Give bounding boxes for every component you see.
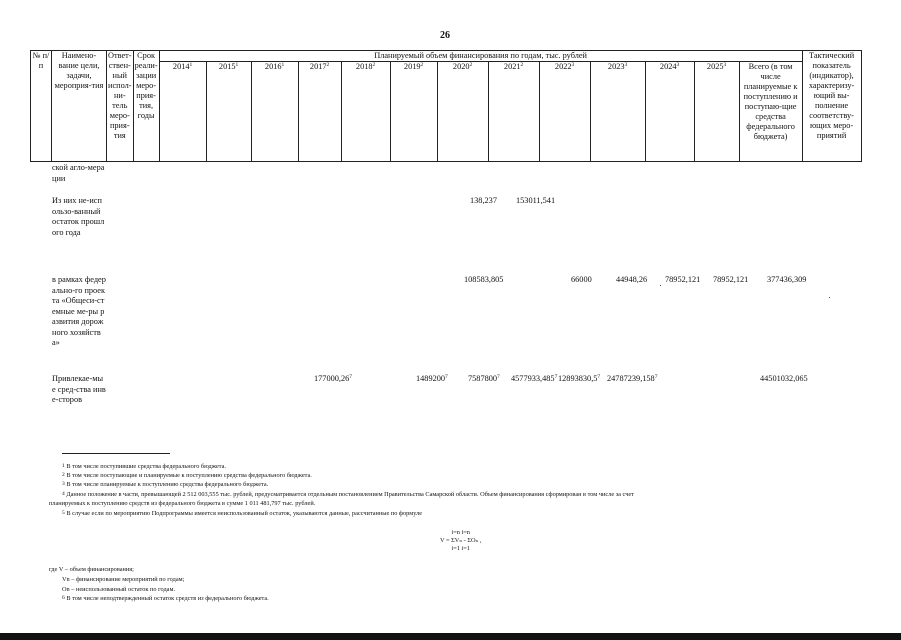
year-2022: 2022$^3$ bbox=[539, 62, 590, 162]
cell-r2-2022: 66000 bbox=[571, 275, 592, 284]
col-number: № п/п bbox=[31, 51, 52, 162]
cell-r3-2017: 177000,26$^7$ bbox=[314, 374, 353, 383]
year-2021: 2021$^2$ bbox=[488, 62, 539, 162]
year-2015: 2015$^1$ bbox=[206, 62, 251, 162]
col-responsible: Ответ-ствен-ный испол-ни-тель меро-прия-тия bbox=[107, 51, 134, 162]
page-number: 26 bbox=[440, 30, 450, 41]
cell-r1-2020: 138,237 bbox=[470, 196, 497, 205]
cell-r2-total: 377436,309 bbox=[767, 275, 807, 284]
year-2017: 2017$^2$ bbox=[298, 62, 341, 162]
scan-speck bbox=[829, 297, 830, 298]
legend-v: где V – объем финансирования; bbox=[49, 566, 134, 573]
cell-r2-2025: 78952,121 bbox=[713, 275, 749, 284]
year-2014: 2014$^1$ bbox=[159, 62, 206, 162]
cell-r1-2021: 153011,541 bbox=[516, 196, 556, 205]
cell-r3-2022: 12893830,5$^7$ bbox=[558, 374, 601, 383]
footnote-1: $^1$ В том числе поступившие средства федерального бюджета. bbox=[62, 463, 226, 470]
cell-r2-2024: 78952,121 bbox=[665, 275, 701, 284]
cell-r3-2019: 1489200$^7$ bbox=[416, 374, 448, 383]
year-2019: 2019$^2$ bbox=[390, 62, 437, 162]
formula-bottom: i=1 i=1 bbox=[451, 545, 470, 552]
cell-r3-total: 44501032,065 bbox=[760, 374, 808, 383]
cell-r3-2021: 4577933,485$^7$ bbox=[511, 374, 558, 383]
legend-vn: Vn – финансирование мероприятий по годам; bbox=[62, 576, 185, 583]
cell-r2-2020: 108583,805 bbox=[464, 275, 504, 284]
formula-main: V = ΣVₙ - ΣOₙ , bbox=[440, 537, 482, 544]
col-indicator: Тактический показатель (индикатор), характеризу-ющий вы-полнение соответству-ющих меро-приятий bbox=[802, 51, 861, 162]
footnote-3: $^3$ В том числе планируемые к поступлению средства федерального бюджета. bbox=[62, 481, 269, 488]
col-plan-group: Планируемый объем финансирования по годам, тыс. рублей bbox=[159, 51, 802, 62]
footnote-6: $^6$ В том числе неподтвержденный остаток средств из федерального бюджета. bbox=[62, 595, 269, 602]
cell-r2-2023: 44948,26 bbox=[616, 275, 648, 284]
financing-table-header bbox=[30, 50, 862, 162]
cell-r3-2023: 24787239,158$^7$ bbox=[607, 374, 658, 383]
year-2025: 2025$^3$ bbox=[694, 62, 739, 162]
row-label-continuation: ской агло-мерации bbox=[52, 163, 105, 183]
legend-on: On – неиспользованный остаток по годам. bbox=[62, 586, 176, 593]
row-label-investors: Привлекае-мые сред-ства инве-сторов bbox=[52, 374, 106, 404]
scan-edge-bar bbox=[0, 633, 901, 640]
scan-speck bbox=[660, 285, 661, 286]
col-name: Наимено-вание цели, задачи, мероприя-тия bbox=[52, 51, 107, 162]
footnote-separator bbox=[62, 453, 170, 454]
row-label-unused-balance: Из них не-использо-ванный остаток прошлого года bbox=[52, 196, 105, 237]
footnote-5: $^5$ В случае если по мероприятию Подпрограммы имеется неиспользованный остаток, указываются данные, рассчитанные по формуле bbox=[62, 510, 423, 517]
cell-r3-2020: 7587800$^7$ bbox=[468, 374, 500, 383]
year-2020: 2020$^2$ bbox=[437, 62, 488, 162]
row-label-federal-project: в рамках федерально-го проекта «Общеси-стемные ме-ры развития дорожного хозяйства» bbox=[52, 275, 106, 347]
col-term: Срок реали-зации меро-прия-тия, годы bbox=[133, 51, 159, 162]
formula bbox=[440, 529, 481, 553]
formula-top: i=n i=n bbox=[451, 529, 470, 536]
year-2016: 2016$^1$ bbox=[251, 62, 298, 162]
col-total: Всего (в том числе планируемые к поступлению и поступаю-щие средства федерального бюджета) bbox=[739, 62, 802, 162]
year-2023: 2023$^3$ bbox=[590, 62, 645, 162]
footnote-4-cont: планируемых к поступлению средств из федерального бюджета в сумме 1 011 481,797 тыс. рублей. bbox=[49, 500, 316, 507]
footnote-4: $^4$ Данное положение в части, превышающей 2 512 003,555 тыс. рублей, предусматривается отдельным постановлением Правительства Самарской области. Объем финансирования сформирован в том числе за счет bbox=[62, 491, 634, 498]
year-2024: 2024$^3$ bbox=[645, 62, 694, 162]
year-2018: 2018$^2$ bbox=[341, 62, 390, 162]
footnote-2: $^2$ В том числе поступающие и планируемые к поступлению средства федерального бюджета. bbox=[62, 472, 312, 479]
